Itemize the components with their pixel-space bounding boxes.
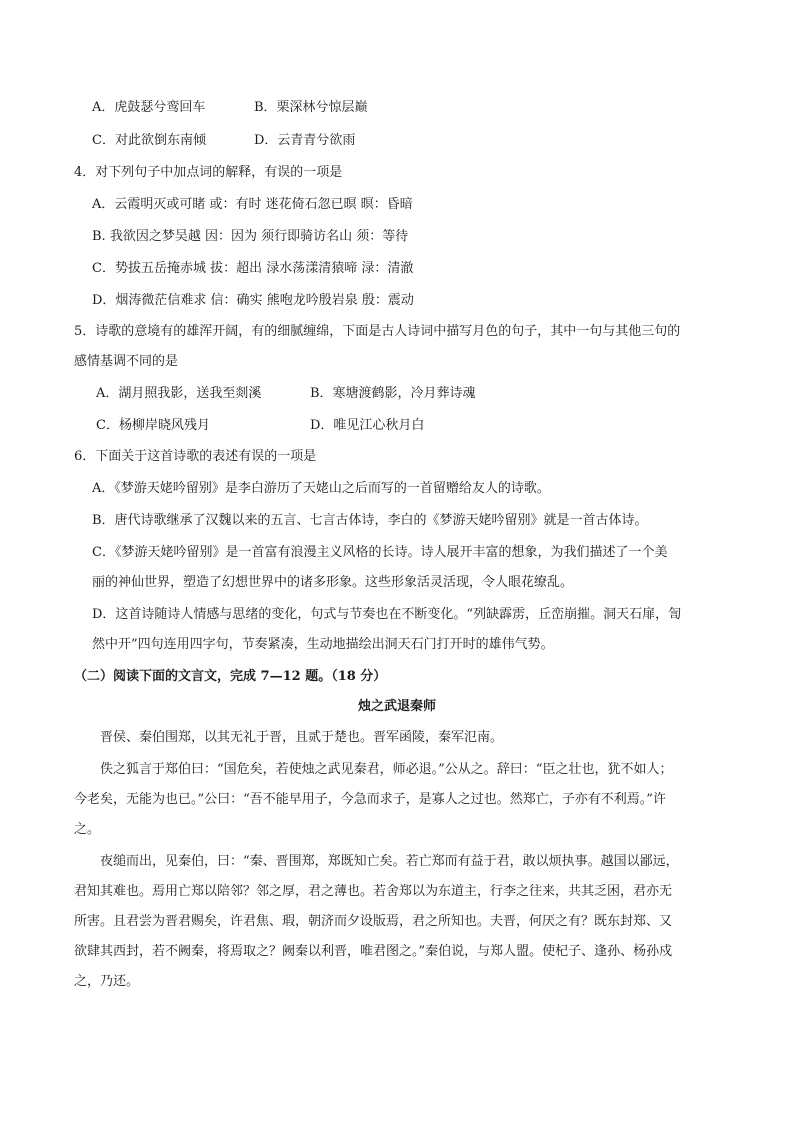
q6-option-d-line1: D．这首诗随诗人情感与思绪的变化，句式与节奏也在不断变化。“列缺霹雳，丘峦崩摧。洞天石扉，訇 [92,607,682,622]
q4-option-b: B. 我欲因之梦吴越 因：因为 须行即骑访名山 须：等待 [92,229,409,244]
passage-paragraph-3-line4: 欲肆其西封，若不阙秦，将焉取之？阙秦以利晋，唯君图之。”秦伯说，与郑人盟。使杞子、逢孙、杨孙戍 [74,944,673,959]
q3-option-b: B．栗深林兮惊层巅 [254,100,368,115]
q6-option-d-line2: 然中开”四句连用四字句，节奏紧凑，生动地描绘出洞天石门打开时的雄伟气势。 [92,637,554,652]
passage-paragraph-2-line1: 佚之狐言于郑伯曰：“国危矣，若使烛之武见秦君，师必退。”公从之。辞曰：“臣之壮也，犹不如人； [100,762,673,777]
q5-stem-line2: 感情基调不同的是 [74,354,179,369]
q5-option-b: B．寒塘渡鹤影，冷月葬诗魂 [310,386,476,401]
q5-option-c: C．杨柳岸晓风残月 [96,418,210,433]
q3-option-c: C．对此欲倒东南倾 [92,133,206,148]
q3-option-a: A．虎鼓瑟兮鸾回车 [92,100,206,115]
passage-paragraph-2-line3: 之。 [74,822,101,837]
q6-stem: 6．下面关于这首诗歌的表述有误的一项是 [74,449,317,464]
q6-option-c-line2: 丽的神仙世界，塑造了幻想世界中的诸多形象。这些形象活灵活现，令人眼花缭乱。 [92,575,574,590]
passage-paragraph-3-line3: 所害。且君尝为晋君赐矣，许君焦、瑕，朝济而夕设版焉，君之所知也。夫晋，何厌之有？既东封郑、又 [74,914,673,929]
passage-paragraph-1: 晋侯、秦伯围郑，以其无礼于晋，且贰于楚也。晋军函陵，秦军氾南。 [100,730,504,745]
passage-paragraph-2-line2: 今老矣，无能为也已。”公曰：“吾不能早用子，今急而求子，是寡人之过也。然郑亡，子亦有不利焉。”许 [74,792,666,807]
q4-option-d: D．烟涛微茫信难求 信：确实 熊咆龙吟殷岩泉 殷：震动 [92,293,414,308]
q5-option-d: D．唯见江心秋月白 [310,418,425,433]
passage-paragraph-3-line2: 君知其难也。焉用亡郑以陪邻？邻之厚，君之薄也。若舍郑以为东道主，行李之往来，共其乏困，君亦无 [74,884,673,899]
passage-paragraph-3-line5: 之，乃还。 [74,974,140,989]
q5-option-a: A．湖月照我影，送我至剡溪 [96,386,262,401]
q4-option-a: A．云霞明灭或可睹 或：有时 迷花倚石忽已暝 暝：昏暗 [92,197,413,212]
passage-title: 烛之武退秦师 [357,699,436,714]
q6-option-b: B．唐代诗歌继承了汉魏以来的五言、七言古体诗，李白的《梦游天姥吟留别》就是一首古体诗。 [92,513,648,528]
q6-option-a: A．《梦游天姥吟留别》是李白游历了天姥山之后而写的一首留赠给友人的诗歌。 [92,481,550,496]
q6-option-c-line1: C．《梦游天姥吟留别》是一首富有浪漫主义风格的长诗。诗人展开丰富的想象，为我们描述了一个美 [92,545,668,560]
passage-paragraph-3-line1: 夜缒而出，见秦伯，曰：“秦、晋围郑，郑既知亡矣。若亡郑而有益于君，敢以烦执事。越国以鄙远， [100,854,679,869]
q5-stem-line1: 5．诗歌的意境有的雄浑开阔，有的细腻缠绵，下面是古人诗词中描写月色的句子，其中一句与其他三句的 [74,324,681,339]
q3-option-d: D．云青青兮欲雨 [254,133,356,148]
section-heading: （二）阅读下面的文言文，完成 7—12 题。（18 分） [74,669,387,684]
q4-option-c: C．势拔五岳掩赤城 拔：超出 渌水荡漾清猿啼 渌：清澈 [92,261,414,276]
q4-stem: 4．对下列句子中加点词的解释，有误的一项是 [74,165,343,180]
